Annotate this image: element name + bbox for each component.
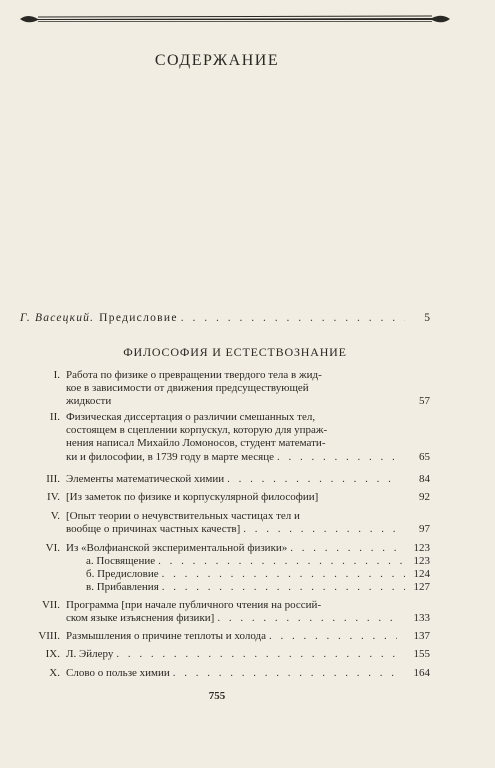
entry-page: 164 bbox=[413, 667, 430, 679]
entry-number: II. bbox=[49, 411, 60, 423]
preface-entry[interactable] bbox=[20, 312, 430, 324]
entry-number: IX. bbox=[45, 648, 60, 660]
entry-line: Работа по физике о превращении твердого тела в жид- bbox=[66, 369, 322, 381]
subentry-page: 123 bbox=[413, 555, 430, 567]
entry-line: состоящем в сцеплении корпускул, которую для упраж- bbox=[66, 424, 328, 437]
dot-leader bbox=[290, 542, 397, 555]
entry-page: 155 bbox=[413, 648, 430, 660]
entry-line: Из «Волфианской экспериментальной физики» bbox=[66, 542, 288, 554]
subentry-label: а. Посвящение bbox=[86, 555, 156, 567]
entry-line: Слово о пользе химии bbox=[66, 667, 170, 679]
entry-line: вообще о причинах частных качеств] bbox=[66, 523, 241, 536]
entry-page: 123 bbox=[413, 542, 430, 554]
preface-title: Предисловие bbox=[99, 312, 178, 324]
page-number: 755 bbox=[208, 690, 226, 702]
entry-page: 84 bbox=[419, 473, 430, 485]
entry-line: Л. Эйлеру bbox=[66, 648, 114, 660]
entry-line: Размышления о причине теплоты и холода bbox=[66, 630, 267, 642]
entry-line: кое в зависимости от движения предсуществующей bbox=[66, 382, 309, 395]
subentry-page: 124 bbox=[413, 568, 430, 580]
entry-page: 137 bbox=[413, 630, 430, 642]
entry-number: V. bbox=[50, 510, 60, 522]
dot-leader bbox=[181, 312, 405, 324]
entry-number: VIII. bbox=[38, 630, 60, 642]
entry-number: VI. bbox=[45, 542, 60, 554]
dot-leader bbox=[217, 612, 397, 625]
toc-subentry-a[interactable] bbox=[86, 555, 430, 567]
preface-author: Г. Васецкий. bbox=[20, 312, 95, 324]
dot-leader bbox=[269, 630, 397, 643]
toc-subentry-b[interactable] bbox=[86, 568, 430, 580]
toc-subentry-c[interactable] bbox=[86, 581, 430, 593]
entry-line: Программа [при начале публичного чтения на россий- bbox=[66, 599, 322, 611]
entry-number: IV. bbox=[47, 491, 60, 503]
entry-page: 57 bbox=[419, 395, 430, 408]
entry-line: нения написал Михайло Ломоносов, студент математи- bbox=[66, 437, 326, 450]
entry-page: 133 bbox=[413, 612, 430, 625]
entry-line: [Опыт теории о нечувствительных частицах тел и bbox=[66, 510, 300, 522]
entry-line: [Из заметок по физике и корпускулярной философии] bbox=[66, 491, 319, 503]
dot-leader bbox=[116, 648, 397, 661]
subentry-label: б. Предисловие bbox=[86, 568, 159, 580]
entry-line: жидкости bbox=[66, 395, 112, 408]
subentry-page: 127 bbox=[413, 581, 430, 593]
entry-line: Элементы математической химии bbox=[66, 473, 225, 485]
dot-leader bbox=[173, 667, 397, 680]
subentry-label: в. Прибавления bbox=[86, 581, 159, 593]
entry-line: ском языке изъяснения физики] bbox=[66, 612, 215, 625]
dot-leader bbox=[243, 523, 397, 536]
section-heading: ФИЛОСОФИЯ И ЕСТЕСТВОЗНАНИЕ bbox=[123, 345, 347, 359]
entry-page: 97 bbox=[419, 523, 430, 536]
entry-line: ки и философии, в 1739 году в марте месяце bbox=[66, 450, 274, 463]
dot-leader bbox=[277, 451, 397, 464]
dot-leader bbox=[162, 568, 405, 580]
page-title: СОДЕРЖАНИЕ bbox=[154, 52, 280, 69]
entry-page: 65 bbox=[419, 450, 430, 463]
entry-number: VII. bbox=[41, 599, 60, 611]
entry-page: 92 bbox=[419, 491, 430, 503]
dot-leader bbox=[162, 581, 405, 593]
entry-number: I. bbox=[53, 369, 60, 381]
entry-line: Физическая диссертация о различии смешанных тел, bbox=[66, 411, 316, 423]
entry-number: III. bbox=[46, 473, 60, 485]
dot-leader bbox=[227, 473, 397, 486]
entry-number: X. bbox=[49, 667, 60, 679]
preface-page: 5 bbox=[424, 312, 430, 324]
dot-leader bbox=[158, 555, 405, 567]
header-ornament bbox=[18, 12, 452, 26]
